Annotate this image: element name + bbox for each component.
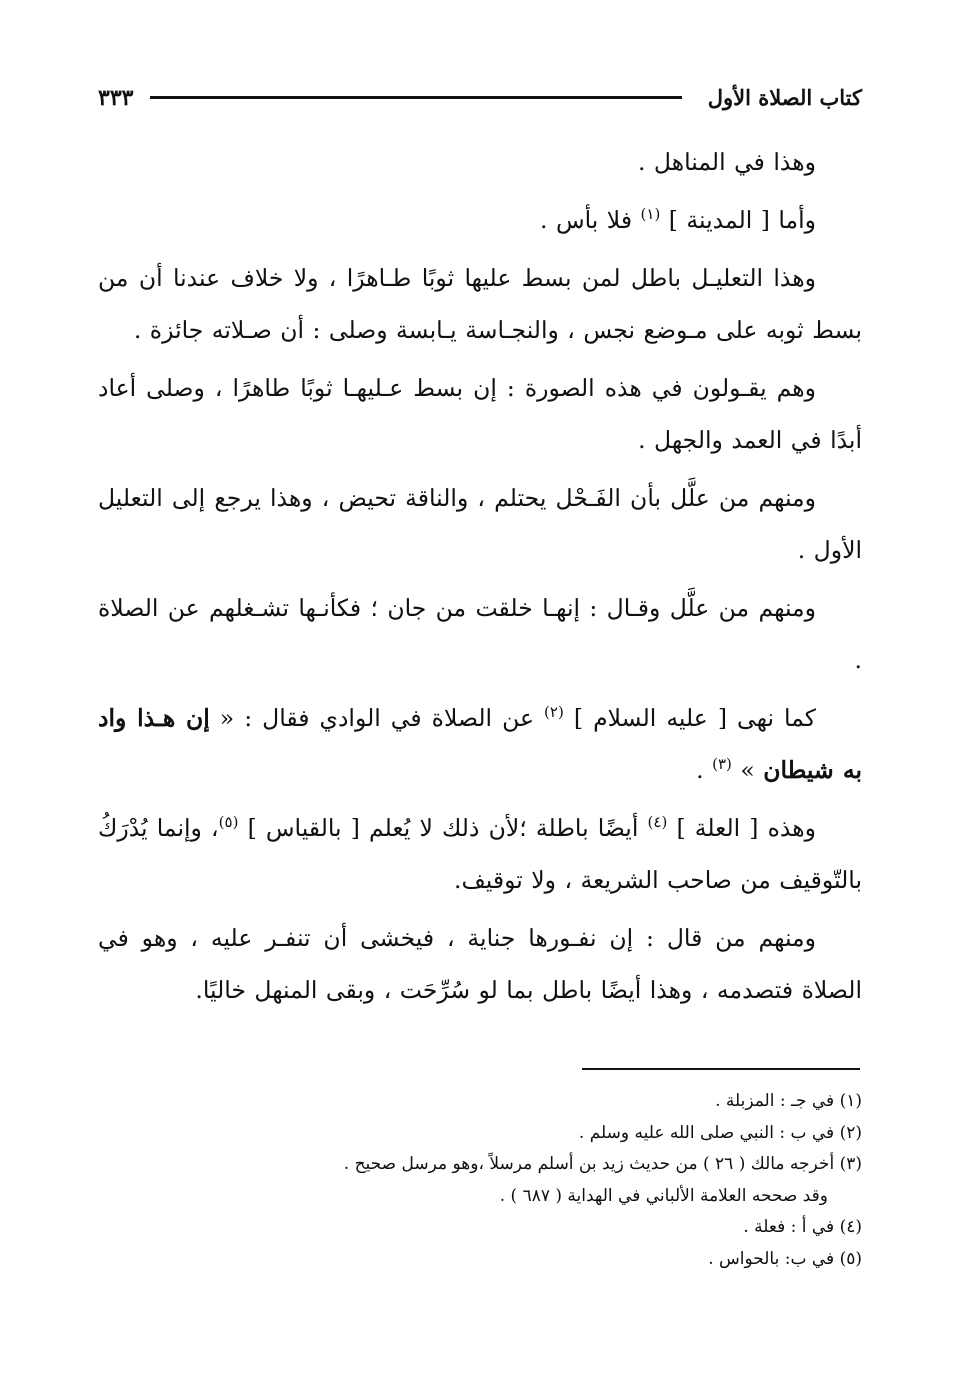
body-paragraph [98,472,862,576]
paragraph-text: وهذا التعليـل باطل لمن بسط عليها ثوبًا طـاهرًا ، ولا خلاف عندنا أن من بسط ثوبه على مـوضع نجس ، والنجـاسة يـابسة وصلى : أن صـلاته جائزة . [98,264,862,344]
footnote-reference: (١) [640,205,661,224]
paragraph-text: كما نهى [ عليه السلام ] [563,704,816,732]
paragraph-text: أيضًا باطلة ؛لأن ذلك لا يُعلم [ بالقياس ] [238,814,648,842]
body-text [98,136,862,1022]
body-paragraph [98,252,862,356]
body-paragraph [98,194,862,246]
footnote-continuation: وقد صححه العلامة الألباني في الهداية ( ٦٨٧ ) . [499,1185,828,1206]
hadith-quote: إن هـذا واد به شيطان [98,704,862,784]
paragraph-text: وهم يقـولون في هذه الصورة : إن بسط عـليهـا ثوبًا طاهرًا ، وصلى أعاد أبدًا في العمد والجهل . [98,374,862,454]
body-paragraph [98,692,862,796]
header-rule [150,96,682,99]
paragraph-text: وهذا في المناهل . [637,148,816,176]
paragraph-text: وهذه [ العلة ] [667,814,816,842]
body-paragraph [98,136,862,188]
footnote-item: (٤) في أ : فعلة . [743,1217,862,1237]
footnote-reference: (٢) [544,703,564,722]
footnote-reference: (٥) [218,813,239,832]
paragraph-text: ، وإنما يُدْرَكُ بالتّوقيف من صاحب الشريعة ، ولا توقيف. [98,814,862,894]
page-number: ٣٣٣ [98,85,134,111]
footnote-reference: (٣) [712,755,732,774]
paragraph-text: وأما [ المدينة ] [660,206,816,234]
footnote-item: (١) في جـ : المزبلة . [715,1091,862,1111]
paragraph-text: ومنهم من علَّل وقـال : إنهـا خلقت من جان ؛ فكأنـها تشـغلهم عن الصلاة . [98,594,862,674]
paragraph-text: ومنهم من علَّل بأن الفَـحْل يحتلم ، والناقة تحيض ، وهذا يرجع إلى التعليل الأول . [98,484,862,564]
body-paragraph [98,802,862,906]
paragraph-text: عن الصلاة في الوادي فقال : « [209,704,545,732]
body-paragraph [98,912,862,1016]
paragraph-text: ومنهم من قال : إن نفـورها جناية ، فيخشى أن تنفـر عليه ، وهو في الصلاة فتصدمه ، وهذا أيضًا باطل بما لو سُرِّحَت ، وبقى المنهل خاليًا. [98,924,862,1004]
running-header [98,78,862,118]
footnote-reference: (٤) [647,813,668,832]
body-paragraph [98,362,862,466]
paragraph-text: . [696,756,713,784]
footnote-separator [582,1068,860,1070]
footnotes [98,1086,862,1275]
header-title: كتاب الصلاة الأول [707,85,862,110]
footnote-item: (٣) أخرجه مالك ( ٢٦ ) من حديث زيد بن أسلم مرسلاً ،وهو مرسل صحيح . [343,1154,862,1174]
body-paragraph [98,582,862,686]
paragraph-text: فلا بأس . [540,206,641,234]
paragraph-text: » [731,756,764,784]
footnote-item: (٥) في ب: بالحواس . [708,1248,862,1269]
footnote-item: (٢) في ب : النبي صلى الله عليه وسلم . [578,1122,862,1143]
